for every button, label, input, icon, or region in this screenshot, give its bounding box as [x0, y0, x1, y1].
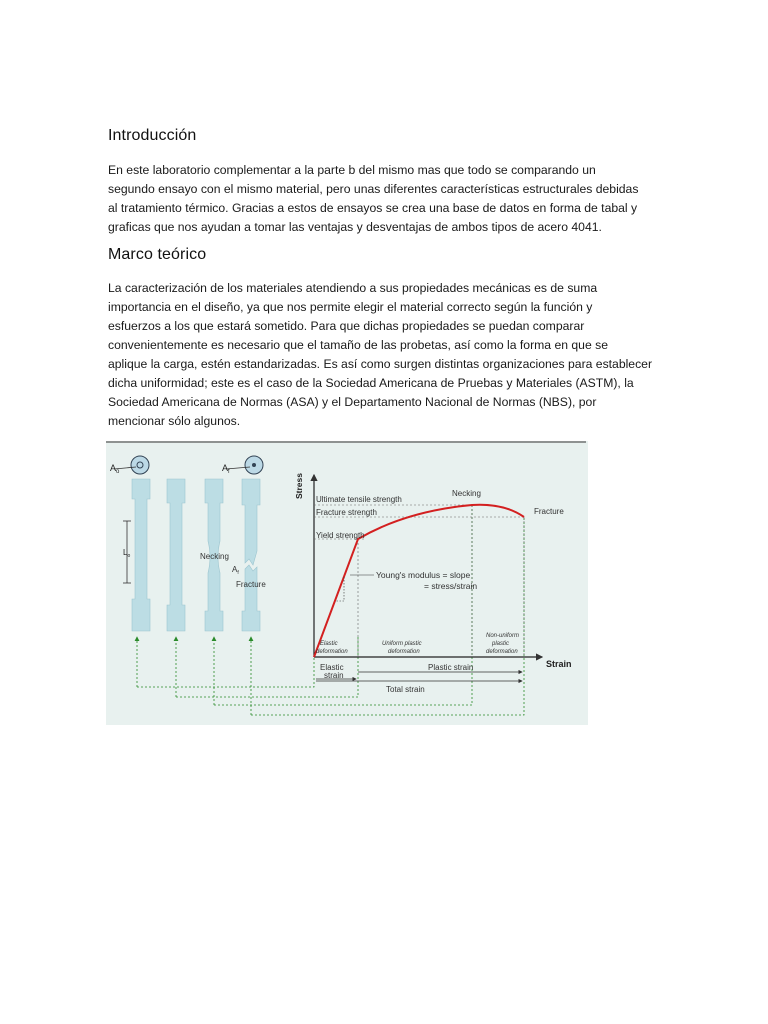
- label-elastic-strain-2: strain: [324, 671, 344, 680]
- specimen-original: [132, 479, 150, 631]
- label-uts: Ultimate tensile strength: [316, 495, 402, 504]
- text-line: mencionar sólo algunos.: [108, 414, 241, 428]
- text-line: esfuerzos a los que estará sometido. Para que dichas propiedades se puedan comparar: [108, 319, 585, 333]
- label-specimen-fracture: Fracture: [236, 580, 266, 589]
- svg-text:deformation: deformation: [316, 649, 348, 655]
- svg-text:Elastic: Elastic: [320, 641, 338, 647]
- paragraph-introduccion: [108, 161, 676, 237]
- cross-section-a0: [110, 456, 149, 475]
- label-specimen-necking: Necking: [200, 552, 229, 561]
- cross-section-af: [222, 456, 263, 475]
- heading-marco-teorico: Marco teórico: [108, 246, 207, 263]
- label-specimen-af: $A_f$: [232, 565, 239, 576]
- text-line: aplique la carga, estén estandarizadas. Es así como surgen distintas organizaciones para establecer: [108, 357, 653, 371]
- svg-text:plastic: plastic: [492, 641, 510, 647]
- x-axis-label: Strain: [546, 659, 572, 669]
- label-yield-strength: Yield strength: [316, 531, 365, 540]
- text-line: convenientemente es necesario que el tamaño de las probetas, así como la forma en que se: [108, 338, 608, 352]
- label-plastic-strain: Plastic strain: [428, 663, 474, 672]
- specimen-elongated: [167, 479, 185, 631]
- label-elastic-strain-1: Elastic: [320, 663, 344, 672]
- svg-text:Ao: $A_o$: [110, 463, 120, 475]
- y-axis-label: Stress: [294, 473, 304, 499]
- text-line: al tratamiento térmico. Gracias a estos de ensayos se crea una base de datos en forma de tabal y: [108, 201, 638, 215]
- label-fracture-strength: Fracture strength: [316, 508, 377, 517]
- svg-text:Non-uniform: Non-uniform: [486, 633, 520, 639]
- text-line: dicha uniformidad; este es el caso de la Sociedad Americana de Pruebas y Materiales (ASTM), la: [108, 376, 634, 390]
- heading-introduccion: Introducción: [108, 127, 197, 144]
- paragraph-marco-teorico: [108, 279, 676, 431]
- svg-text:deformation: deformation: [486, 649, 518, 655]
- label-necking: Necking: [452, 489, 481, 498]
- text-line: segundo ensayo con el mismo material, pero unas diferentes características estructurales debidas: [108, 182, 639, 196]
- text-line: graficas que nos ayudan a tomar las ventajas y desventajas de ambos tipos de acero 4041.: [108, 220, 602, 234]
- specimen-fractured-top: [242, 479, 260, 565]
- label-modulus-2: = stress/strain: [424, 581, 478, 591]
- svg-text:deformation: deformation: [388, 649, 420, 655]
- text-line: En este laboratorio complementar a la parte b del mismo mas que todo se comparando un: [108, 163, 596, 177]
- svg-text:Uniform plastic: Uniform plastic: [382, 641, 422, 647]
- label-fracture: Fracture: [534, 507, 564, 516]
- gauge-length-dimension: [123, 521, 131, 583]
- stress-strain-diagram: [106, 441, 588, 725]
- region-labels: [316, 633, 519, 655]
- stress-strain-figure: [106, 441, 588, 725]
- specimen-fractured-bottom: [242, 565, 260, 631]
- text-line: Sociedad Americana de Normas (ASA) y el Departamento Nacional de Normas (NBS), por: [108, 395, 597, 409]
- strain-dimensions: [316, 672, 522, 681]
- text-line: La caracterización de los materiales atendiendo a sus propiedades mecánicas es de suma: [108, 281, 598, 295]
- text-line: importancia en el diseño, ya que nos permite elegir el material correcto según la función y: [108, 300, 593, 314]
- label-modulus-1: Young's modulus = slope: [376, 570, 471, 580]
- label-total-strain: Total strain: [386, 685, 425, 694]
- svg-text:Af: $A_f$: [222, 463, 230, 475]
- svg-text:Lo: $L_o$: [123, 548, 131, 559]
